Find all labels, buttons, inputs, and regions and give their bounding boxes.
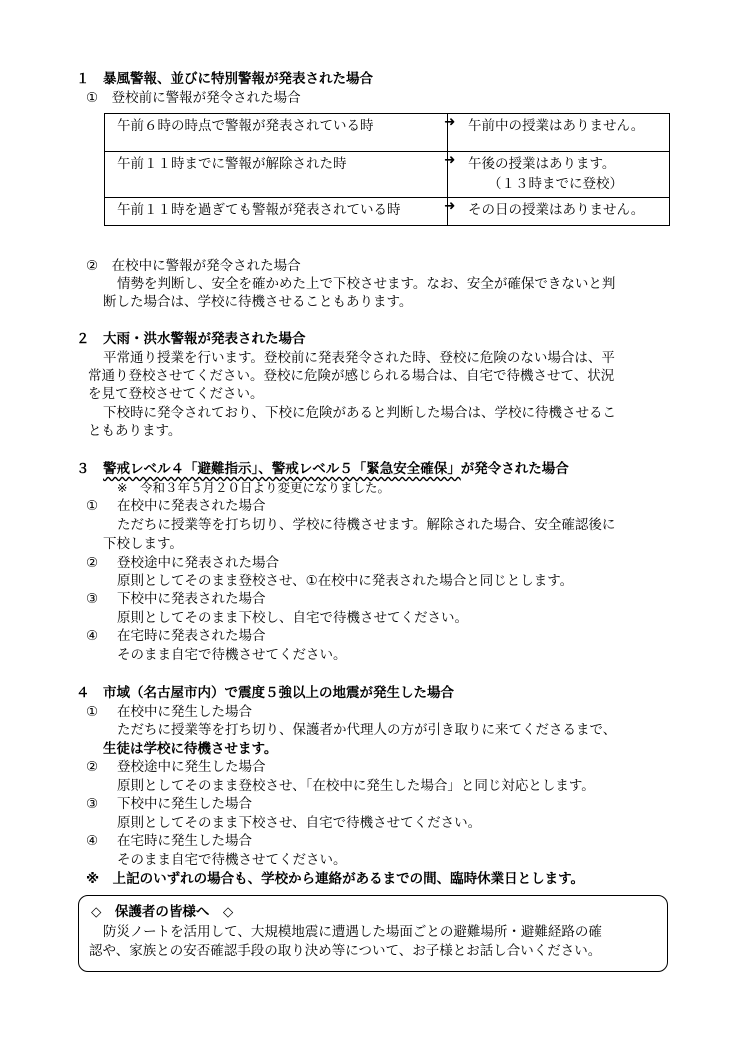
list-item-mark: ① [86,498,99,514]
arrow-right-icon: ➜ [444,198,456,214]
result-text: 午前中の授業はありません。 [468,118,645,134]
arrow-right-icon: ➜ [444,152,456,168]
section-2-heading: ２ 大雨・洪水警報が発表された場合 [76,331,306,347]
paragraph-line: ともあります。 [88,423,182,439]
section-3-heading [76,460,569,478]
list-item-title: 登校途中に発表された場合 [117,555,279,571]
table-cell-result [444,198,670,226]
section-1-sub1: ① 登校前に警報が発令された場合 [86,90,301,106]
table-row [105,152,670,198]
section-1-sub2: ② 在校中に警報が発令された場合 [86,258,301,274]
section-1-heading: １ 暴風警報、並びに特別警報が発表された場合 [76,71,373,87]
list-item-text: そのまま自宅で待機させてください。 [117,647,347,663]
list-item-mark: ② [86,759,99,775]
guardian-notice-box [78,895,668,972]
list-item-text: 原則としてそのまま下校させ、自宅で待機させてください。 [117,815,482,831]
result-text: その日の授業はありません。 [468,202,645,218]
result-text: 午後の授業はあります。 [468,156,616,172]
table-cell-condition: 午前１１時を過ぎても警報が発表されている時 [105,198,448,226]
list-item-mark: ④ [86,833,99,849]
list-item-text: 原則としてそのまま登校させ、「在校中に発生した場合」と同じ対応とします。 [117,778,595,794]
result-subtext: （１３時までに登校） [488,176,623,192]
notice-title: ◇ 保護者の皆様へ ◇ [91,904,234,920]
paragraph-line: 情勢を判断し、安全を確かめた上で下校させます。なお、安全が確保できないと判 [117,276,616,292]
notice-line: 認や、家族との安否確認手段の取り決め等について、お子様とお話し合いください。 [89,943,602,959]
list-item-title: 在宅時に発生した場合 [117,833,252,849]
section-3-heading-underlined: 警戒レベル４「避難指示」、警戒レベル５「緊急安全確保」 [103,461,461,477]
section-3-number: ３ [76,461,103,477]
section-4-heading: ４ 市域（名古屋市内）で震度５強以上の地震が発生した場合 [76,685,454,701]
list-item-text: そのまま自宅で待機させてください。 [117,852,347,868]
list-item-mark: ① [86,704,99,720]
list-item-text: 下校します。 [103,536,183,552]
list-item-title: 在校中に発生した場合 [117,704,252,720]
table-cell-condition: 午前６時の時点で警報が発表されている時 [105,114,448,152]
list-item-mark: ② [86,555,99,571]
section-3-note: ※ 令和３年５月２０日より変更になりました。 [117,480,390,495]
list-item-title: 在宅時に発表された場合 [117,628,266,644]
paragraph-line: を見て登校させてください。 [88,386,264,402]
paragraph-line: 平常通り授業を行います。登校前に発表発令された時、登校に危険のない場合は、平 [103,350,615,366]
paragraph-line: 下校時に発令されており、下校に危険があると判断した場合は、学校に待機させるこ [103,405,616,421]
table-cell-result [444,152,670,198]
section-3-heading-tail: が発令された場合 [460,461,569,477]
table-row [105,114,670,152]
list-item-title: 下校中に発表された場合 [117,591,266,607]
notice-line: 防災ノートを活用して、大規模地震に遭遇した場面ごとの避難場所・避難経路の確 [103,924,602,940]
table-row [105,198,670,226]
list-item-title: 登校途中に発生した場合 [117,759,266,775]
table-cell-result [444,114,670,152]
table-cell-condition: 午前１１時までに警報が解除された時 [105,152,448,198]
arrow-right-icon: ➜ [444,114,456,130]
section-4-note: ※ 上記のいずれの場合も、学校から連絡があるまでの間、臨時休業日とします。 [86,871,585,887]
list-item-title: 下校中に発生した場合 [117,796,252,812]
list-item-title: 在校中に発表された場合 [117,498,266,514]
list-item-mark: ③ [86,796,99,812]
list-item-mark: ④ [86,628,99,644]
list-item-text: ただちに授業等を打ち切り、保護者か代理人の方が引き取りに来てくださるまで、 [117,722,617,738]
warning-table [104,113,670,226]
list-item-text: 原則としてそのまま下校し、自宅で待機させてください。 [117,610,468,626]
paragraph-line: 断した場合は、学校に待機させることもあります。 [103,294,413,310]
list-item-text: ただちに授業等を打ち切り、学校に待機させます。解除された場合、安全確認後に [117,517,616,533]
list-item-mark: ③ [86,591,99,607]
paragraph-line: 常通り登校させてください。登校に危険が感じられる場合は、自宅で待機させて、状況 [88,368,615,384]
list-item-text: 原則としてそのまま登校させ、①在校中に発表された場合と同じとします。 [117,573,574,589]
list-item-text-bold: 生徒は学校に待機させます。 [103,741,278,757]
